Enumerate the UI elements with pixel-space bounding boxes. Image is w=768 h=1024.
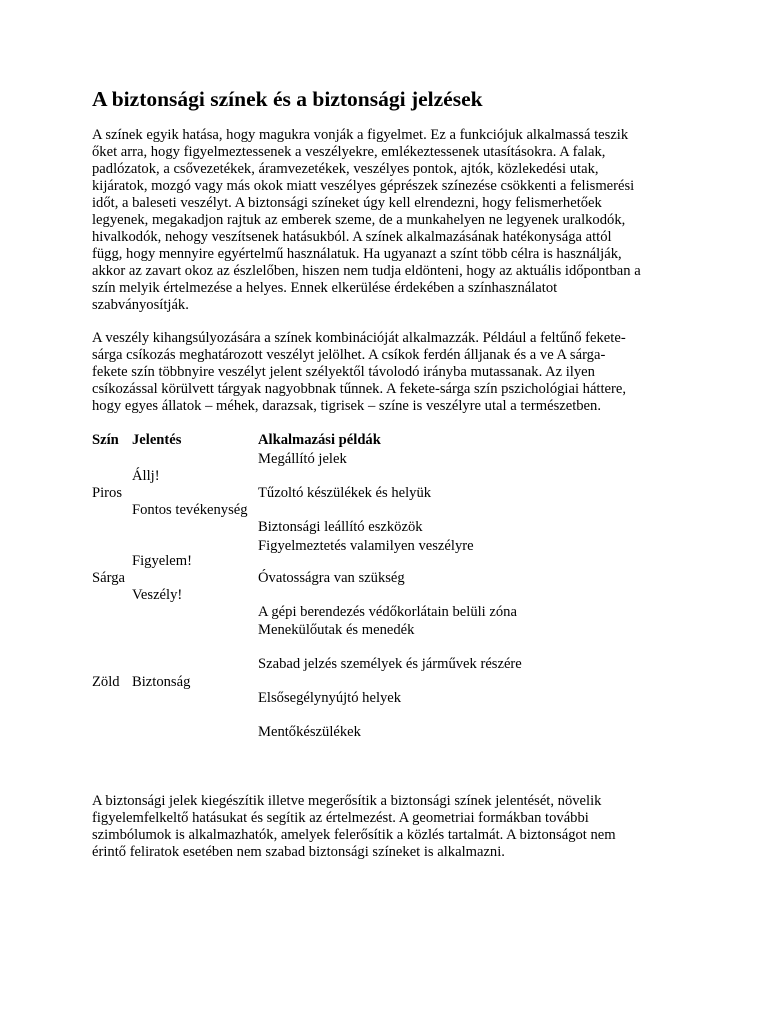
meaning-cell: Veszély! — [132, 587, 183, 603]
meaning-cell: Fontos tevékenység — [132, 502, 248, 518]
example-cell: Biztonsági leállító eszközök — [258, 519, 423, 535]
color-name-cell: Zöld — [92, 674, 120, 690]
text-line: figyelemfelkeltő hatásukat és segítik az értelmezést. A geometriai formákban további — [92, 810, 589, 826]
text-line: szimbólumok is alkalmazhatók, amelyek felerősítik a közlés tartalmát. A biztonságot nem — [92, 827, 616, 843]
text-line: fekete szín többnyire veszélyt jelent szélyektől távolodó irányba mutassanak. Az ilyen — [92, 364, 595, 380]
text-line: legyenek, megakadjon rajtuk az emberek szeme, de a munkahelyen ne legyenek uralkodók, — [92, 212, 626, 228]
example-cell: Menekülőutak és menedék — [258, 622, 415, 638]
example-cell: Szabad jelzés személyek és járművek részére — [258, 656, 522, 672]
text-line: hogy egyes állatok – méhek, darazsak, tigrisek – színe is veszélyre utal a természetben. — [92, 398, 601, 414]
text-line: padlózatok, a csővezetékek, áramvezetékek, veszélyes pontok, ajtók, közlekedési utak, — [92, 161, 599, 177]
text-line: érintő feliratok esetében nem szabad biztonsági színeket is alkalmazni. — [92, 844, 505, 860]
example-cell: Megállító jelek — [258, 451, 347, 467]
text-line: A színek egyik hatása, hogy magukra vonják a figyelmet. Ez a funkciójuk alkalmassá teszik — [92, 127, 629, 143]
example-cell: Elsősegélynyújtó helyek — [258, 690, 402, 706]
color-name-cell: Piros — [92, 485, 123, 501]
meaning-cell: Biztonság — [132, 674, 191, 690]
paragraph-stripes — [92, 330, 626, 415]
text-line: A veszély kihangsúlyozására a színek kombinációját alkalmazzák. Például a feltűnő fekete- — [92, 330, 626, 346]
text-line: hivalkodók, nehogy veszítsenek hatásukból. A színek alkalmazásának hatékonysága attól — [92, 229, 612, 245]
table-header-color: Szín — [92, 432, 119, 448]
example-cell: Figyelmeztetés valamilyen veszélyre — [258, 538, 474, 554]
example-cell: Óvatosságra van szükség — [258, 570, 405, 586]
text-line: A biztonsági jelek kiegészítik illetve megerősítik a biztonsági színek jelentését, növelik — [92, 793, 602, 809]
text-line: csíkozással körülvett tárgyak nagyobbnak tűnnek. A fekete-sárga szín pszichológiai háttere, — [92, 381, 626, 397]
text-line: kijáratok, mozgó vagy más okok miatt veszélyes géprészek színezése csökkenti a felismerési — [92, 178, 635, 194]
text-line: szín melyik értelmezése a helyes. Ennek elkerülése érdekében a színhasználatot — [92, 280, 558, 296]
text-line: őket arra, hogy figyelmeztessenek a veszélyekre, emlékeztessenek utasításokra. A falak, — [92, 144, 606, 160]
example-cell: Tűzoltó készülékek és helyük — [258, 485, 432, 501]
text-line: időt, a baleseti veszélyt. A biztonsági színeket úgy kell elrendezni, hogy felismerhetőek — [92, 195, 602, 211]
text-line: szabványosítják. — [92, 297, 189, 313]
document-title: A biztonsági színek és a biztonsági jelzések — [92, 87, 483, 111]
meaning-cell: Figyelem! — [132, 553, 192, 569]
text-line: függ, hogy mennyire egyértelmű használatuk. Ha ugyanazt a színt több célra is használják, — [92, 246, 622, 262]
example-cell: Mentőkészülékek — [258, 724, 361, 740]
table-header-examples: Alkalmazási példák — [258, 432, 381, 448]
meaning-cell: Állj! — [132, 468, 160, 484]
text-line: sárga csíkozás meghatározott veszélyt jelölhet. A csíkok ferdén álljanak és a ve A sárga- — [92, 347, 606, 363]
color-name-cell: Sárga — [92, 570, 125, 586]
text-line: akkor az zavart okoz az észlelőben, hiszen nem tudja eldönteni, hogy az aktuális időpontban a — [92, 263, 641, 279]
table-header-meaning: Jelentés — [132, 432, 182, 448]
paragraph-intro — [92, 127, 641, 314]
paragraph-signs — [92, 793, 616, 861]
example-cell: A gépi berendezés védőkorlátain belüli zóna — [258, 604, 517, 620]
